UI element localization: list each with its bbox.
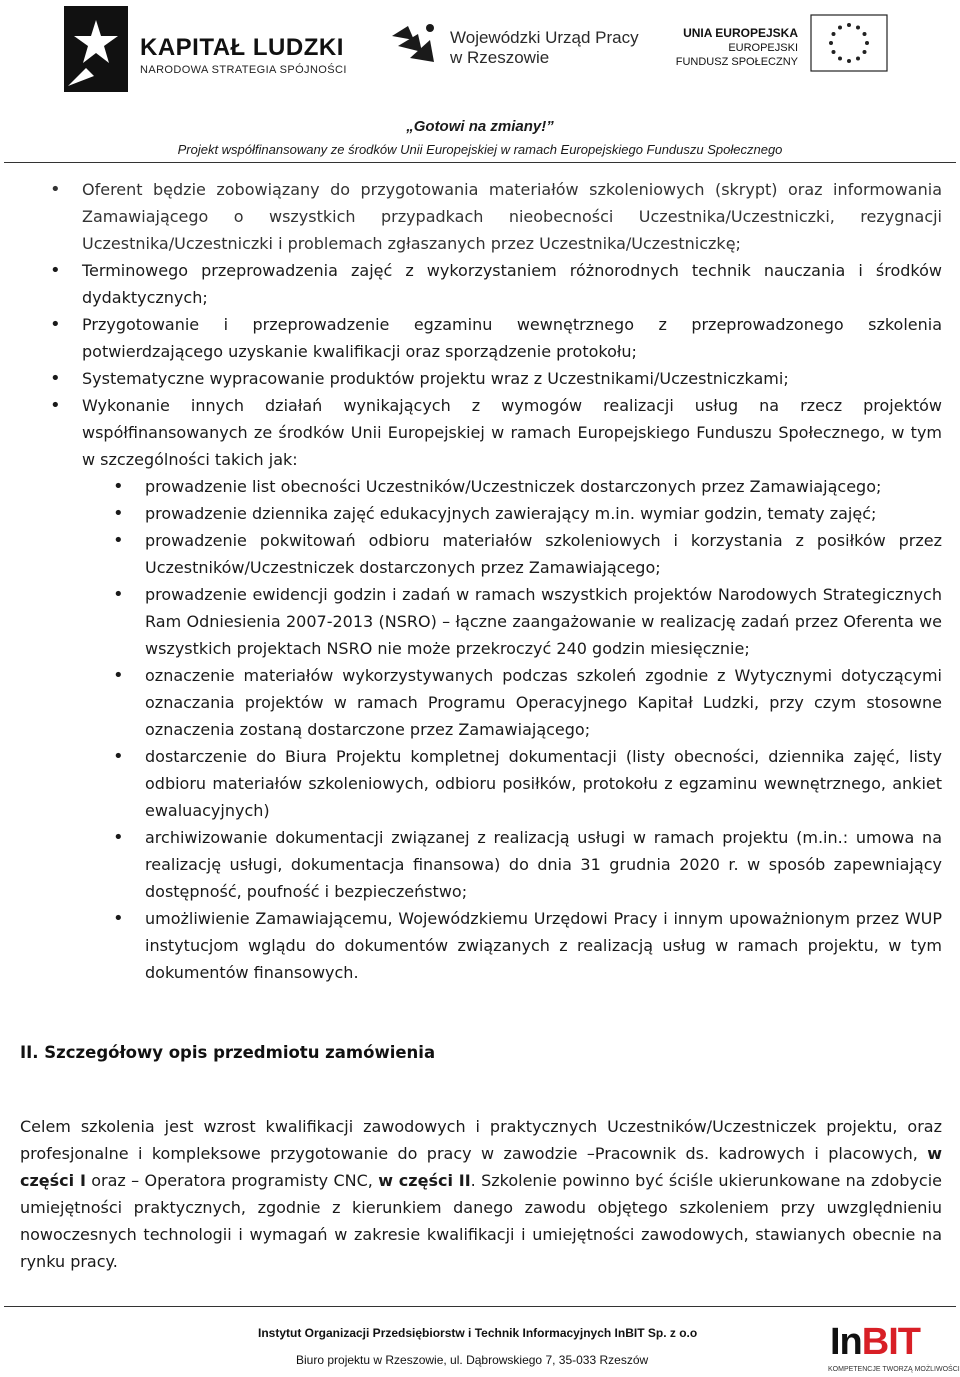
sub-list-item: • oznaczenie materiałów wykorzystywanych podczas szkoleń zgodnie z Wytycznymi dotyczącymi oznaczania projektów w ramach Programu Operacyjnego Kapitał Ludzki, przy czym stosowne oznaczenia zostaną dostarczone przez Zamawiającego; <box>0 662 960 743</box>
eu-name-line2: EUROPEJSKI <box>728 42 798 54</box>
sub-list-item: • prowadzenie dziennika zajęć edukacyjnych zawierający m.in. wymiar godzin, tematy zajęć; <box>0 500 960 527</box>
paragraph-text: . Szkolenie powinno być ściśle ukierunkowane na zdobycie umiejętności praktycznych, zgodnie z kierunkiem danego zawodu objętego szkoleniem przy uwzględnieniu nowoczesnych technologii i wymagań w zakresie kwalifikacji i umiejętności zawodowych, stawianych obecnie na rynku pracy. <box>20 1171 942 1271</box>
wup-logo <box>388 14 658 74</box>
list-item: • Terminowego przeprowadzenia zajęć z wykorzystaniem różnorodnych technik nauczania i środków dydaktycznych; <box>0 257 960 311</box>
sub-list-item: • dostarczenie do Biura Projektu kompletnej dokumentacji (listy obecności, dziennika zajęć, listy odbioru materiałów szkoleniowych, odbioru posiłków, protokołu z egzaminu wewnętrznego, ankiet ewaluacyjnych) <box>0 743 960 824</box>
section-heading: II. Szczegółowy opis przedmiotu zamówienia <box>20 1043 436 1062</box>
eu-name-line3: FUNDUSZ SPOŁECZNY <box>675 56 798 68</box>
header-divider <box>4 162 956 163</box>
paragraph-bold-part2: w części II <box>378 1171 471 1190</box>
inbit-tagline: KOMPETENCJE TWORZĄ MOŻLIWOŚCI <box>828 1366 960 1373</box>
eu-logo <box>675 14 940 74</box>
sub-list-item: • archiwizowanie dokumentacji związanej z realizacją usługi w ramach projektu (m.in.: umowa na realizację usługi, dokumentacja finansowa) do dnia 31 grudnia 2020 r. w sposób zapewniający dostępność, poufność i bezpieczeństwo; <box>0 824 960 905</box>
kapital-ludzki-logo <box>64 6 354 92</box>
sub-list-item: • prowadzenie ewidencji godzin i zadań w ramach wszystkich projektów Narodowych Strategicznych Ram Odniesienia 2007-2013 (NSRO) – łączne zaangażowanie w realizację zadań przez Oferenta we wszystkich projektach NSRO nie może przekroczyć 240 godzin miesięcznie; <box>0 581 960 662</box>
kapital-ludzki-title: KAPITAŁ LUDZKI <box>140 34 344 61</box>
section-paragraph <box>20 1113 942 1275</box>
inbit-wordmark <box>830 1322 920 1362</box>
list-item: • Systematyczne wypracowanie produktów projektu wraz z Uczestnikami/Uczestniczkami; <box>0 365 960 392</box>
paragraph-bold-part1: w części I <box>20 1144 942 1190</box>
page-header <box>0 0 960 168</box>
paragraph-text: oraz – Operatora programisty CNC, <box>85 1171 379 1190</box>
inbit-logo <box>828 1321 960 1376</box>
footer-divider <box>4 1306 956 1307</box>
wup-name-line1: Wojewódzki Urząd Pracy <box>450 28 639 47</box>
footer-address: Biuro projektu w Rzeszowie, ul. Dąbrowskiego 7, 35-033 Rzeszów <box>296 1353 649 1367</box>
footer-institute: Instytut Organizacji Przedsiębiorstw i Technik Informacyjnych InBIT Sp. z o.o <box>258 1326 698 1340</box>
inbit-suffix: BIT <box>861 1321 920 1363</box>
project-cofinancing-line: Projekt współfinansowany ze środków Unii Europejskiej w ramach Europejskiego Funduszu Społecznego <box>177 142 783 157</box>
main-bullet-list <box>0 257 960 473</box>
document-body <box>0 176 960 986</box>
sub-bullet-list <box>0 473 960 986</box>
list-item: • Przygotowanie i przeprowadzenie egzaminu wewnętrznego z przeprowadzonego szkolenia potwierdzającego uzyskanie kwalifikacji oraz sporządzenie protokołu; <box>0 311 960 365</box>
paragraph-text: Celem szkolenia jest wzrost kwalifikacji zawodowych i praktycznych Uczestników/Uczestniczek projektu, oraz profesjonalne i kompleksowe przygotowanie do pracy w zawodzie –Pracownik ds. kadrowych i placowych, <box>20 1117 942 1163</box>
sub-list-item: • prowadzenie list obecności Uczestników/Uczestniczek dostarczonych przez Zamawiającego; <box>0 473 960 500</box>
wup-name-line2: w Rzeszowie <box>450 48 550 67</box>
wup-emblem-icon <box>388 18 440 68</box>
list-item: • Wykonanie innych działań wynikających z wymogów realizacji usług na rzecz projektów współfinansowanych ze środków Unii Europejskiej w ramach Europejskiego Funduszu Społecznego, w tym w szczególności takich jak: <box>0 392 960 473</box>
list-item: • Oferent będzie zobowiązany do przygotowania materiałów szkoleniowych (skrypt) oraz informowania Zamawiającego o wszystkich przypadkach nieobecności Uczestnika/Uczestniczki, rezygnacji Uczestnika/Uczestniczki i problemach zgłaszanych przez Uczestnika/Uczestniczkę; <box>0 176 960 257</box>
eu-flag-icon <box>810 14 888 72</box>
eu-name-line1: UNIA EUROPEJSKA <box>683 26 798 40</box>
project-slogan: „Gotowi na zmiany!” <box>406 118 554 135</box>
sub-list-item: • prowadzenie pokwitowań odbioru materiałów szkoleniowych i korzystania z posiłków przez Uczestników/Uczestniczek dostarczonych przez Zamawiającego; <box>0 527 960 581</box>
kapital-ludzki-star-icon <box>64 6 128 92</box>
top-bullet-list <box>0 176 960 257</box>
sub-list-item: • umożliwienie Zamawiającemu, Wojewódzkiemu Urzędowi Pracy i innym upoważnionym przez WUP instytucjom wglądu do dokumentów związanych z realizacją usług w ramach projektu, w tym dokumentów finansowych. <box>0 905 960 986</box>
kapital-ludzki-subtitle: NARODOWA STRATEGIA SPÓJNOŚCI <box>140 64 347 76</box>
inbit-prefix: In <box>830 1321 862 1363</box>
